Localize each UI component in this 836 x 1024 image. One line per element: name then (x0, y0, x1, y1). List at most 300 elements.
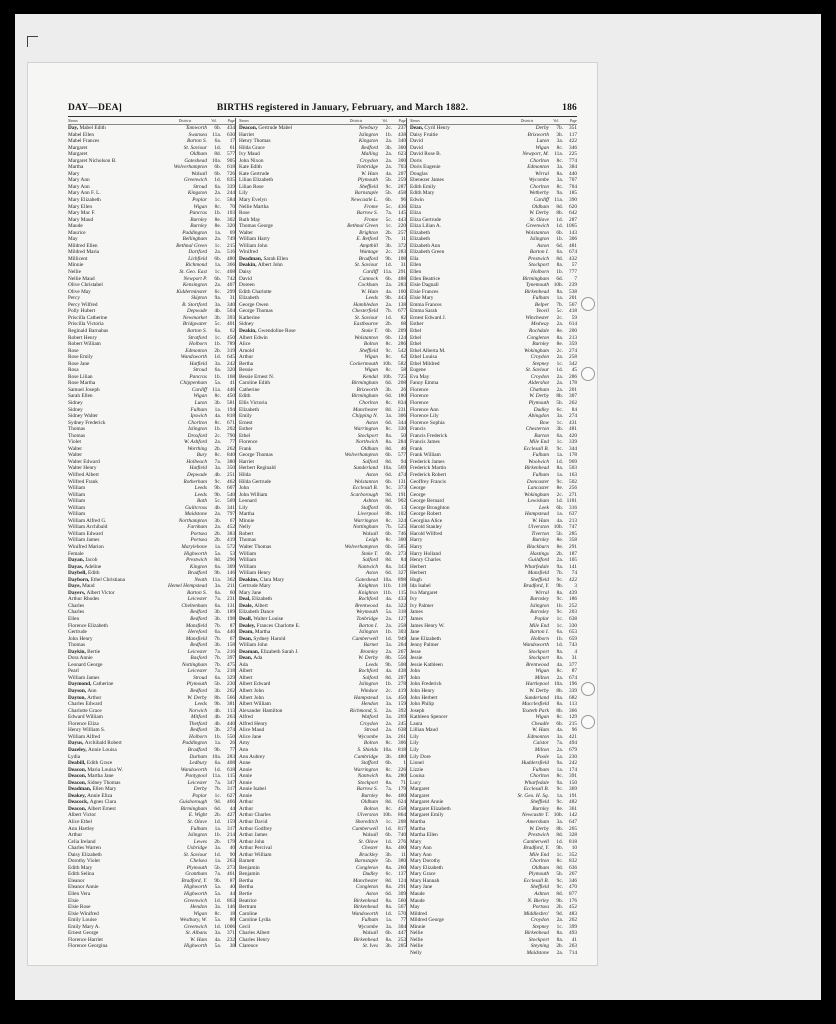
entry-volume: 8c. (385, 537, 392, 544)
entry-page: 461 (227, 871, 235, 878)
entry-page: 538 (569, 288, 577, 295)
entry-district: Barton (534, 432, 549, 439)
entry-volume: 3a. (556, 138, 563, 145)
entry-district: Droxford (187, 432, 207, 439)
entry-district: Rochford (358, 668, 378, 675)
entry-name: Ethel (239, 432, 251, 439)
entry-page: 341 (227, 504, 235, 511)
entry-district: Wokingham (524, 491, 549, 498)
entry-name: Albert Victor (68, 812, 96, 819)
entry-name: James (410, 609, 423, 616)
entry-volume: 2a. (385, 151, 392, 158)
entry-name: Eliza Gertrude (410, 216, 442, 223)
entry-page: 542 (398, 347, 406, 354)
entry-district: Shoreditch (355, 818, 378, 825)
entry-volume: 3a. (385, 733, 392, 740)
entry-page: 419 (398, 688, 406, 695)
entry-district: Wandsworth (351, 910, 378, 917)
entry-page: 493 (569, 930, 577, 937)
entry-volume: 2a. (385, 707, 392, 714)
entry-name: Florence (410, 386, 429, 393)
entry-district: Mile End (529, 851, 549, 858)
entry-page: 392 (398, 707, 406, 714)
entry-district: Barton S. (186, 138, 207, 145)
entry-name: Nellie Maud (68, 275, 95, 282)
entry-page: 443 (398, 295, 406, 302)
entry-surname: Deakin, (239, 327, 258, 334)
entry-page: 556 (398, 655, 406, 662)
entry-district: Stroud (193, 674, 207, 681)
entry-district: Stepney (532, 923, 549, 930)
entry-name: Albert John (239, 688, 264, 695)
entry-name: Jesse (410, 648, 421, 655)
entry-name: Harriet (239, 131, 254, 138)
entry-district: Tynemouth (525, 282, 549, 289)
entry-volume: 2a. (556, 354, 563, 361)
entry-volume: 1a. (214, 229, 221, 236)
entry-name: Ellen (68, 616, 80, 623)
entry-name: Minnie (239, 517, 255, 524)
entry-volume: 7b. (214, 622, 221, 629)
entry-district: Hastings (530, 550, 549, 557)
entry-page: 749 (227, 236, 235, 243)
entry-volume: 5b. (556, 871, 563, 878)
entry-volume: 3b. (214, 399, 221, 406)
entry-name: Ann Hartley (68, 825, 95, 832)
entry-volume: 2a. (556, 386, 563, 393)
entry-page: 18 (229, 910, 235, 917)
entry-name: Ernest (239, 419, 253, 426)
entry-surname: Deacon, (68, 766, 88, 773)
entry-page: 283 (398, 249, 406, 256)
entry-name: Caroline Lydia (239, 917, 271, 924)
entry-volume: 8a. (385, 439, 392, 446)
entry-district: Wandsworth (180, 766, 207, 773)
entry-name: Herbert Reginald (239, 465, 276, 472)
entry-name: Mary Ann (410, 851, 432, 858)
entry-name: Nelly (410, 949, 422, 956)
entry-district: Wigan (193, 910, 207, 917)
entry-name: Florence Georgina (68, 943, 108, 950)
entry-page: 45 (571, 367, 577, 374)
entry-district: Stockport (528, 262, 549, 269)
entry-page: 218 (227, 668, 235, 675)
entry-district: Camberwell (523, 838, 549, 845)
entry-name: Lionel (410, 760, 424, 767)
entry-name: Francis Frederick (410, 432, 448, 439)
entry-district: Walsall (362, 930, 378, 937)
entry-volume: 8e. (556, 327, 563, 334)
column-header-district: Districts (349, 119, 363, 123)
entry-volume: 2c. (385, 688, 392, 695)
entry-surname: Daybell, (68, 570, 89, 577)
entry-name: Percy Wilfred (68, 301, 98, 308)
entry-name: Doris (410, 157, 422, 164)
entry-name: Esther (410, 321, 424, 328)
entry-volume: 10b. (553, 812, 563, 819)
entry-volume: 10a. (554, 694, 563, 701)
entry-district: Aston (365, 471, 378, 478)
entry-name: Sidney (239, 321, 254, 328)
entry-name: Ivy Palmer (410, 602, 434, 609)
entry-page: 898 (398, 576, 406, 583)
entry-volume: 6d. (385, 570, 392, 577)
entry-name: Benjamin (239, 864, 260, 871)
entry-volume: 9a. (556, 190, 563, 197)
entry-district: Birkenhead (524, 465, 549, 472)
entry-name: Percy (68, 295, 81, 302)
entry-district: Burnley (532, 805, 549, 812)
entry-district: Wokingham (524, 347, 549, 354)
entry-page: 96 (571, 727, 577, 734)
entry-page: 636 (569, 864, 577, 871)
entry-page: 226 (398, 766, 406, 773)
entry-name: Albert (239, 674, 253, 681)
entry-name: Georgina Alice (410, 517, 443, 524)
entry-page: 256 (569, 485, 577, 492)
entry-district: Poplar (192, 792, 207, 799)
entry-volume: 4b. (214, 720, 221, 727)
entry-district: Ulverston (528, 524, 549, 531)
entry-name: Ann Aubrey (239, 753, 266, 760)
entry-page: 450 (227, 334, 235, 341)
entry-name: Dayus, Archibald Robert (68, 740, 122, 747)
entry-page: 191 (569, 792, 577, 799)
entry-page: 306 (569, 236, 577, 243)
entry-volume: 1b. (214, 341, 221, 348)
entry-volume: 8b. (556, 707, 563, 714)
entry-district: Leicester (187, 668, 207, 675)
entry-name: Mildred George (410, 917, 444, 924)
entry-volume: 7a. (214, 458, 221, 465)
entry-name: Edith Mary (410, 190, 435, 197)
entry-district: Kingston (187, 190, 207, 197)
entry-surname: Deam, (239, 629, 255, 636)
register-entry (239, 943, 406, 950)
entry-name: Gertrude (68, 629, 87, 636)
punch-hole (581, 367, 595, 381)
entry-name: Henry Charles (410, 557, 441, 564)
entry-district: Fulham (190, 825, 207, 832)
entry-district: Dartford (188, 249, 207, 256)
entry-volume: 5a. (214, 917, 221, 924)
entry-volume: 7b. (556, 125, 563, 131)
entry-page: 304 (398, 923, 406, 930)
entry-name: Deacon, Sidney Thomas (68, 779, 121, 786)
entry-district: Ledbury (189, 760, 207, 767)
entry-volume: 2a. (385, 164, 392, 171)
entry-district: Cheltenham (181, 602, 207, 609)
entry-volume: 7a. (214, 871, 221, 878)
entry-district: W. Ashford (183, 439, 207, 446)
entry-district: Tamworth (185, 125, 207, 131)
entry-page: 369 (569, 786, 577, 793)
entry-volume: 6b. (385, 504, 392, 511)
entry-volume: 5a. (214, 380, 221, 387)
entry-name: Mary Jane (239, 589, 262, 596)
register-entry (410, 950, 577, 957)
entry-volume: 2c. (556, 491, 563, 498)
entry-volume: 10a. (383, 746, 392, 753)
entry-district: Sheffield (359, 183, 378, 190)
entry-district: Basford (190, 655, 207, 662)
entry-name: Robert Henry (68, 334, 97, 341)
entry-district: Mitford (191, 714, 207, 721)
entry-name: William (239, 563, 257, 570)
entry-page: 818 (398, 746, 406, 753)
entry-page: 80 (229, 917, 235, 924)
entry-page: 400 (398, 792, 406, 799)
entry-page: 142 (569, 812, 577, 819)
entry-volume: 1a. (214, 740, 221, 747)
entry-name: Amy (239, 740, 250, 747)
entry-name: Walter Henry (68, 465, 97, 472)
entry-page: 131 (398, 478, 406, 485)
entry-district: Derby (193, 786, 207, 793)
entry-name: Dayan, Jacob (68, 557, 98, 564)
entry-district: Cockham (357, 282, 378, 289)
entry-name: George Bernard (410, 498, 444, 505)
entry-name: Bessie (239, 367, 253, 374)
entry-name: Emily Louise (68, 917, 97, 924)
entry-district: Depwade (186, 471, 207, 478)
entry-page: 300 (398, 144, 406, 151)
entry-page: 263 (227, 858, 235, 865)
entry-name: Ivy Maud (239, 151, 260, 158)
entry-volume: 1b. (214, 832, 221, 839)
entry-page: 560 (398, 897, 406, 904)
entry-volume: 1b. (556, 602, 563, 609)
entry-name: Mary Mac F. (68, 210, 96, 217)
entry-volume: 9c. (556, 799, 563, 806)
entry-page: 581 (227, 399, 235, 406)
entry-name: George (410, 485, 426, 492)
entry-page: 258 (398, 622, 406, 629)
entry-page: 550 (227, 733, 235, 740)
entry-district: Aston (365, 890, 378, 897)
entry-page: 481 (569, 242, 577, 249)
entry-page: 817 (398, 825, 406, 832)
entry-page: 585 (398, 544, 406, 550)
entry-name: Lydia (68, 753, 81, 760)
entry-page: 638 (569, 616, 577, 623)
entry-page: 452 (569, 904, 577, 911)
entry-district: Wirral (535, 589, 549, 596)
entry-district: Islington (188, 426, 207, 433)
entry-district: W. Derby (358, 655, 378, 662)
entry-page: 77 (229, 746, 235, 753)
entry-volume: 3b. (385, 386, 392, 393)
entry-name: Hilda Grace (239, 144, 265, 151)
entry-district: Farnham (187, 524, 207, 531)
entry-name: Arthur Percival (239, 845, 272, 852)
entry-name: Benjamin (239, 871, 260, 878)
entry-name: Maude (410, 897, 425, 904)
entry-name: Violet (68, 439, 81, 446)
entry-volume: 7a. (214, 668, 221, 675)
entry-district: Stockport (528, 936, 549, 943)
entry-page: 284 (398, 439, 406, 446)
entry-name: Fanny Emma (410, 380, 439, 387)
entry-page: 317 (227, 786, 235, 793)
entry-name: George Owen (239, 301, 269, 308)
entry-page: 577 (398, 452, 406, 459)
entry-page: 607 (227, 485, 235, 492)
entry-name: Minnie (68, 262, 84, 269)
entry-name: Walter Edward (68, 458, 100, 465)
entry-page: 232 (227, 936, 235, 943)
entry-volume: 7b. (385, 308, 392, 315)
entry-name: Ellen Vera (68, 890, 91, 897)
entry-page: 439 (569, 589, 577, 596)
entry-volume: 2a. (556, 674, 563, 681)
entry-page: 150 (569, 779, 577, 786)
entry-page: 358 (569, 537, 577, 544)
entry-page: 267 (398, 648, 406, 655)
entry-page: 26 (229, 740, 235, 747)
entry-name: Deacon, Martha Jane (68, 773, 114, 780)
entry-volume: 1d. (214, 897, 221, 904)
entry-volume: 2a. (214, 511, 221, 518)
entry-volume: 10b. (382, 373, 392, 380)
entry-name: Mary Ann F. L. (68, 190, 101, 197)
entry-page: 287 (398, 183, 406, 190)
entry-district: Congleton (355, 884, 378, 891)
entry-name: George (410, 491, 426, 498)
entry-district: Portsea (190, 530, 207, 537)
entry-volume: 5a. (214, 884, 221, 891)
entry-page: 108 (398, 255, 406, 262)
entry-volume: 1d. (214, 851, 221, 858)
entry-page: 419 (227, 537, 235, 544)
entry-page: 703 (398, 164, 406, 171)
entry-district: W. Ham (532, 517, 549, 524)
entry-district: Dudley (362, 871, 378, 878)
entry-district: Bolton (363, 740, 378, 747)
entry-page: 201 (569, 386, 577, 393)
entry-volume: 9b. (556, 583, 563, 590)
entry-volume: 2b. (385, 229, 392, 236)
entry-volume: 7a. (385, 210, 392, 217)
entry-page: 637 (569, 511, 577, 518)
entry-name: Hugh (410, 576, 422, 583)
entry-district: Aston (365, 419, 378, 426)
entry-volume: 8e. (556, 544, 563, 550)
entry-volume: 8e. (556, 341, 563, 348)
entry-district: Bolton (363, 805, 378, 812)
entry-name: Alfred (239, 714, 253, 721)
entry-district: Frome (364, 216, 378, 223)
entry-name: Daybell, Edith (68, 570, 100, 577)
entry-volume: 2a. (556, 949, 563, 956)
entry-volume: 7b. (385, 524, 392, 531)
entry-page: 168 (227, 373, 235, 380)
entry-page: 452 (227, 524, 235, 531)
entry-page: 408 (227, 269, 235, 276)
entry-name: Hilda Gertrude (239, 478, 271, 485)
entry-volume: 8d. (556, 890, 563, 897)
entry-page: 340 (227, 301, 235, 308)
entry-name: Deadman, Ellen Mary (68, 786, 117, 793)
entry-name: Edith Charlotte (239, 288, 272, 295)
entry-district: Ashton (363, 498, 378, 505)
entry-volume: 9b. (556, 845, 563, 852)
entry-volume: 9c. (214, 478, 221, 485)
entry-page: 789 (227, 341, 235, 348)
entry-name: Margaret Nicholson B. (68, 157, 117, 164)
entry-volume: 1c. (556, 851, 563, 858)
entry-district: W. Ham (532, 727, 549, 734)
entry-page: 714 (569, 949, 577, 956)
entry-district: Holborn (531, 269, 549, 276)
entry-volume: 1d. (385, 825, 392, 832)
entry-page: 320 (227, 223, 235, 230)
entry-volume: 5b. (556, 530, 563, 537)
entry-page: 31 (400, 262, 406, 269)
entry-name: Mary (410, 838, 422, 845)
entry-name: Lily (410, 733, 419, 740)
punch-hole (581, 682, 595, 696)
entry-name: Leonard George (68, 661, 103, 668)
entry-volume: 1a. (385, 694, 392, 701)
entry-surname: Deale, (239, 602, 255, 609)
entry-district: Wycombe (528, 177, 549, 184)
entry-volume: 2a. (556, 373, 563, 380)
entry-district: Bradford (358, 255, 378, 262)
entry-name: Ellen (410, 269, 422, 276)
entry-volume: 8d. (385, 498, 392, 505)
entry-name: Mildred Maria (68, 249, 100, 256)
entry-district: Tonbridge (356, 164, 378, 171)
entry-name: Eugene (410, 367, 426, 374)
entry-district: Lewisham (527, 498, 549, 505)
entry-name: Ethel (410, 327, 422, 334)
entry-district: Greenwich (183, 177, 207, 184)
entry-name: William James (68, 537, 100, 544)
entry-district: Holborn (189, 341, 207, 348)
entry-name: John Nixon (239, 157, 264, 164)
entry-name: Edith Selina (68, 871, 95, 878)
entry-district: Hendon (361, 701, 378, 708)
entry-volume: 10b. (382, 812, 392, 819)
entry-volume: 2a. (214, 236, 221, 243)
entry-volume: 1c. (556, 439, 563, 446)
entry-page: 137 (398, 871, 406, 878)
page-number: 186 (562, 103, 577, 113)
entry-volume: 3a. (385, 701, 392, 708)
entry-district: Maidstone (184, 511, 207, 518)
entry-volume: 6b. (385, 327, 392, 334)
entry-page: 179 (398, 786, 406, 793)
entry-name: Winifred Marion (68, 544, 104, 550)
entry-district: Medway (531, 321, 549, 328)
entry-page: 390 (569, 197, 577, 204)
entry-volume: 3a. (556, 164, 563, 171)
entry-name: Female (68, 550, 84, 557)
entry-name: David (239, 275, 252, 282)
entry-volume: 4b. (214, 471, 221, 478)
entry-name: Mildred Ellen (68, 242, 98, 249)
entry-name: Arthur (239, 799, 254, 806)
entry-district: Bedford (190, 642, 207, 649)
entry-page: 377 (569, 661, 577, 668)
entry-name: Geoffrey Francis (410, 478, 446, 485)
entry-district: Bury (196, 452, 207, 459)
entry-name: Kathleen Spencer (410, 714, 448, 721)
entry-name: James Henry W. (410, 622, 445, 629)
page-title: BIRTHS registered in January, February, and March 1882. (216, 103, 469, 113)
entry-page: 70 (229, 203, 235, 210)
